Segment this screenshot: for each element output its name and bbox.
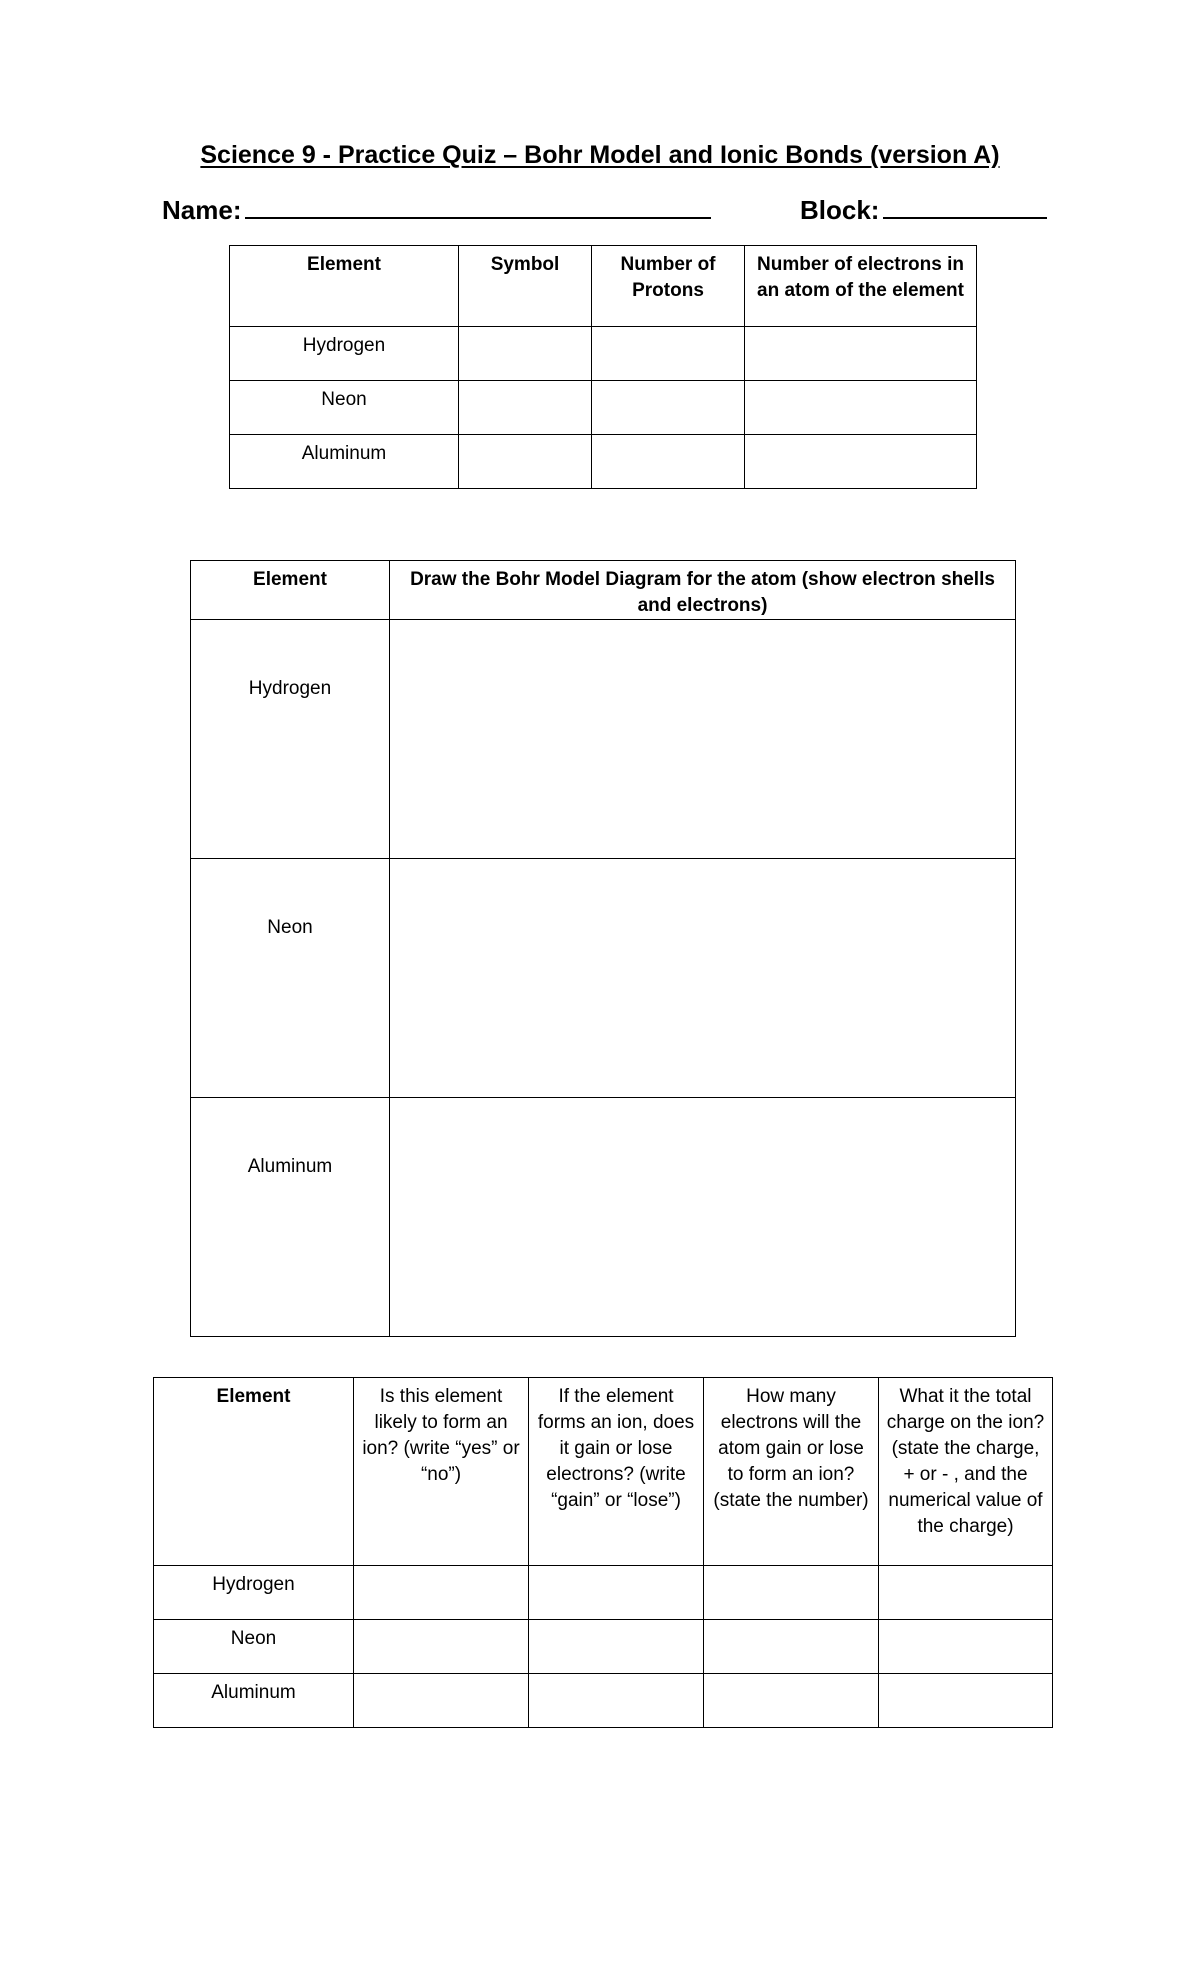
name-label: Name: [162,195,242,225]
header-forms-ion: Is this element likely to form an ion? (write “yes” or “no”) [354,1378,529,1566]
header-protons: Number of Protons [592,246,745,327]
block-blank-line[interactable] [883,193,1047,219]
header-electron-count: How many electrons will the atom gain or lose to form an ion? (state the number) [704,1378,879,1566]
electron-count-answer-cell[interactable] [704,1566,879,1620]
table-header-row [154,1378,1053,1566]
bohr-drawing-area[interactable] [390,620,1016,859]
bohr-drawing-area[interactable] [390,859,1016,1098]
element-name: Aluminum [230,435,459,489]
forms-ion-answer-cell[interactable] [354,1566,529,1620]
table-row [191,859,1016,1098]
symbol-answer-cell[interactable] [459,435,592,489]
bohr-model-table [190,560,1016,1337]
electrons-answer-cell[interactable] [745,381,977,435]
protons-answer-cell[interactable] [592,381,745,435]
protons-answer-cell[interactable] [592,327,745,381]
symbol-answer-cell[interactable] [459,381,592,435]
header-element: Element [154,1378,354,1566]
element-name: Neon [191,859,390,1098]
element-info-table [229,245,977,489]
header-element: Element [230,246,459,327]
element-name: Aluminum [191,1098,390,1337]
electron-count-answer-cell[interactable] [704,1674,879,1728]
table-row [230,327,977,381]
block-field[interactable] [800,193,1047,226]
quiz-title: Science 9 - Practice Quiz – Bohr Model and Ionic Bonds (version A) [200,141,1000,169]
element-name: Aluminum [154,1674,354,1728]
element-name: Hydrogen [191,620,390,859]
symbol-answer-cell[interactable] [459,327,592,381]
element-name: Neon [154,1620,354,1674]
header-total-charge: What it the total charge on the ion? (state the charge, + or - , and the numerical value of the charge) [879,1378,1053,1566]
table-row [191,1098,1016,1337]
charge-answer-cell[interactable] [879,1674,1053,1728]
header-electrons: Number of electrons in an atom of the element [745,246,977,327]
header-gain-or-lose: If the element forms an ion, does it gain or lose electrons? (write “gain” or “lose”) [529,1378,704,1566]
table-row [230,381,977,435]
charge-answer-cell[interactable] [879,1566,1053,1620]
table-row [191,620,1016,859]
table-row [154,1620,1053,1674]
gain-lose-answer-cell[interactable] [529,1674,704,1728]
name-blank-line[interactable] [245,193,711,219]
element-name: Neon [230,381,459,435]
forms-ion-answer-cell[interactable] [354,1620,529,1674]
header-bohr-diagram: Draw the Bohr Model Diagram for the atom (show electron shells and electrons) [390,561,1016,620]
header-symbol: Symbol [459,246,592,327]
table-row [154,1566,1053,1620]
table-header-row [191,561,1016,620]
forms-ion-answer-cell[interactable] [354,1674,529,1728]
name-field[interactable] [162,193,711,226]
electrons-answer-cell[interactable] [745,435,977,489]
gain-lose-answer-cell[interactable] [529,1566,704,1620]
electrons-answer-cell[interactable] [745,327,977,381]
gain-lose-answer-cell[interactable] [529,1620,704,1674]
table-row [230,435,977,489]
protons-answer-cell[interactable] [592,435,745,489]
ion-formation-table [153,1377,1053,1728]
block-label: Block: [800,195,880,225]
electron-count-answer-cell[interactable] [704,1620,879,1674]
bohr-drawing-area[interactable] [390,1098,1016,1337]
table-row [154,1674,1053,1728]
element-name: Hydrogen [230,327,459,381]
table-header-row [230,246,977,327]
header-element: Element [191,561,390,620]
charge-answer-cell[interactable] [879,1620,1053,1674]
element-name: Hydrogen [154,1566,354,1620]
